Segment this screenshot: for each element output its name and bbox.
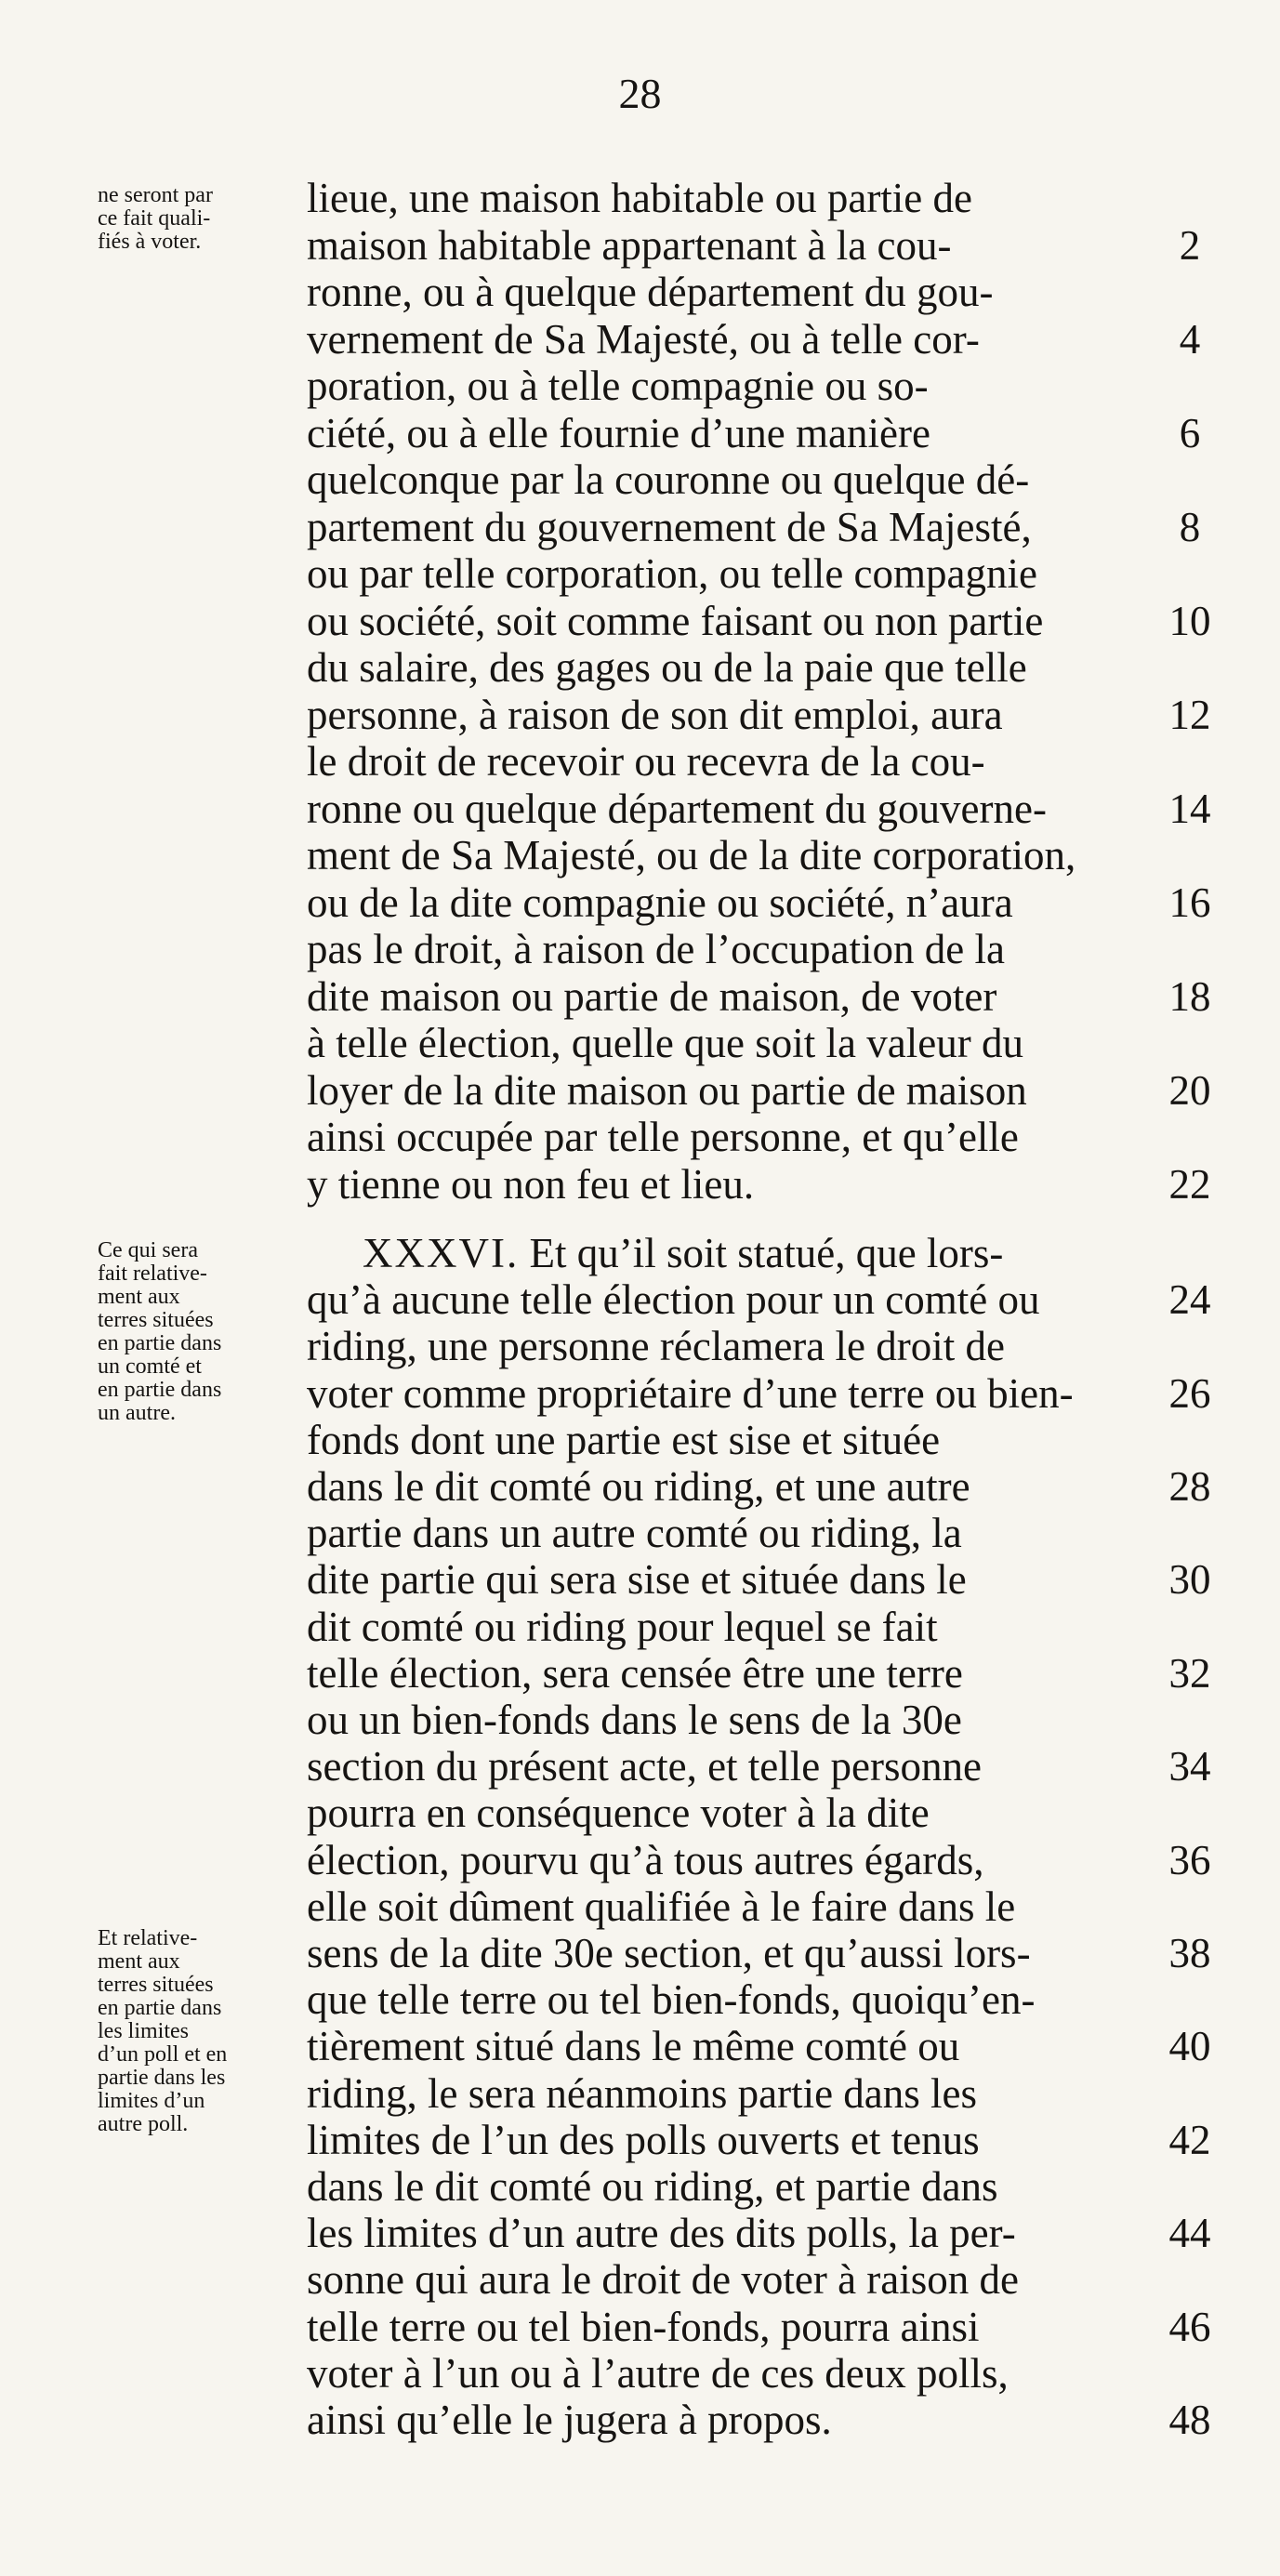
margin-note-line: autre poll. <box>98 2112 189 2136</box>
line-number: 2 <box>1179 221 1201 269</box>
margin-note-line: limites d’un <box>98 2089 205 2113</box>
text-line: telle élection, sera censée être une terre <box>307 1649 963 1697</box>
text-line: limites de l’un des polls ouverts et tenus <box>307 2116 980 2163</box>
text-line: vernement de Sa Majesté, ou à telle cor- <box>307 315 980 363</box>
line-number: 20 <box>1168 1066 1211 1114</box>
line-number: 16 <box>1168 878 1211 926</box>
text-line: dans le dit comté ou riding, et une autre <box>307 1463 970 1510</box>
text-line: ou société, soit comme faisant ou non partie <box>307 597 1044 644</box>
text-line: dite partie qui sera sise et située dans le <box>307 1556 967 1604</box>
text-line: à telle élection, quelle que soit la valeur du <box>307 1020 1023 1066</box>
text-line: qu’à aucune telle élection pour un comté ou <box>307 1276 1040 1324</box>
margin-note-line: en partie dans <box>98 1996 222 2020</box>
line-number: 36 <box>1168 1836 1211 1883</box>
text-line: quelconque par la couronne ou quelque dé- <box>307 456 1030 503</box>
line-number: 32 <box>1168 1649 1211 1697</box>
margin-note-line: les limites <box>98 2019 189 2043</box>
margin-note-line: ne seront par <box>98 183 213 207</box>
text-line: dit comté ou riding pour lequel se fait <box>307 1603 938 1650</box>
text-line: voter comme propriétaire d’une terre ou bien- <box>307 1369 1074 1417</box>
margin-note-line: terres situées <box>98 1973 214 1997</box>
text-line: ronne ou quelque département du gouverne- <box>307 785 1047 832</box>
text-line: partement du gouvernement de Sa Majesté, <box>307 503 1032 550</box>
text-line: ainsi occupée par telle personne, et qu’elle <box>307 1114 1019 1160</box>
margin-note-line: partie dans les <box>98 2066 226 2090</box>
text-line: riding, le sera néanmoins partie dans les <box>307 2069 978 2117</box>
line-number: 28 <box>1168 1463 1211 1510</box>
line-number: 8 <box>1179 503 1201 550</box>
line-number: 10 <box>1168 597 1211 644</box>
line-number: 38 <box>1168 1930 1211 1976</box>
text-line: sonne qui aura le droit de voter à raison de <box>307 2256 1019 2304</box>
margin-note-line: ce fait quali- <box>98 206 211 231</box>
page-number: 28 <box>618 70 662 117</box>
margin-note-line: en partie dans <box>98 1378 222 1402</box>
text-line: personne, à raison de son dit emploi, aura <box>307 691 1003 738</box>
margin-note-line: Et relative- <box>98 1926 198 1950</box>
margin-note-line: fiés à voter. <box>98 230 202 254</box>
text-line: ainsi qu’elle le jugera à propos. <box>307 2397 832 2443</box>
line-number: 40 <box>1168 2023 1211 2070</box>
margin-note-line: un autre. <box>98 1401 176 1425</box>
line-number: 4 <box>1179 315 1201 363</box>
text-line: riding, une personne réclamera le droit de <box>307 1323 1005 1370</box>
text-line-content: Et qu’il soit statué, que lors- <box>529 1230 1004 1276</box>
text-line: ou de la dite compagnie ou société, n’aura <box>307 878 1013 926</box>
margin-note-line: d’un poll et en <box>98 2042 228 2067</box>
margin-note-line: ment aux <box>98 1285 180 1309</box>
margin-note-1 <box>98 184 297 254</box>
line-number: 14 <box>1168 785 1211 832</box>
line-number: 46 <box>1168 2303 1211 2350</box>
margin-note-line: terres situées <box>98 1308 214 1332</box>
line-number: 12 <box>1168 691 1211 738</box>
text-line: poration, ou à telle compagnie ou so- <box>307 363 929 409</box>
line-number: 24 <box>1168 1276 1211 1324</box>
text-line <box>363 1230 1003 1276</box>
line-number: 26 <box>1168 1369 1211 1417</box>
text-line: ciété, ou à elle fournie d’une manière <box>307 409 930 456</box>
text-line: voter à l’un ou à l’autre de ces deux polls, <box>307 2349 1009 2397</box>
section-heading: XXXVI. <box>363 1230 520 1276</box>
text-line: pourra en conséquence voter à la dite <box>307 1790 930 1837</box>
text-line: ou par telle corporation, ou telle compagnie <box>307 550 1037 597</box>
line-number: 18 <box>1168 972 1211 1020</box>
line-number: 42 <box>1168 2116 1211 2163</box>
text-line: ronne, ou à quelque département du gou- <box>307 269 994 315</box>
line-number: 48 <box>1168 2397 1211 2443</box>
text-line: ment de Sa Majesté, ou de la dite corporation, <box>307 832 1076 878</box>
text-line: élection, pourvu qu’à tous autres égards, <box>307 1836 984 1883</box>
margin-note-line: ment aux <box>98 1949 180 1974</box>
margin-note-2 <box>98 1239 297 1425</box>
text-line: lieue, une maison habitable ou partie de <box>307 175 973 221</box>
margin-note-line: fait relative- <box>98 1262 207 1286</box>
text-line: y tienne ou non feu et lieu. <box>307 1160 755 1208</box>
margin-note-3 <box>98 1927 297 2136</box>
text-line: sens de la dite 30e section, et qu’aussi lors- <box>307 1930 1031 1976</box>
text-line: pas le droit, à raison de l’occupation de la <box>307 926 1005 972</box>
text-line: telle terre ou tel bien-fonds, pourra ainsi <box>307 2303 980 2350</box>
text-line: que telle terre ou tel bien-fonds, quoiqu’en- <box>307 1976 1036 2024</box>
text-line: les limites d’un autre des dits polls, la per- <box>307 2210 1016 2257</box>
margin-note-line: en partie dans <box>98 1331 222 1355</box>
text-line: ou un bien-fonds dans le sens de la 30e <box>307 1697 962 1743</box>
text-line: maison habitable appartenant à la cou- <box>307 221 952 269</box>
line-number: 34 <box>1168 1743 1211 1790</box>
text-line: du salaire, des gages ou de la paie que telle <box>307 644 1027 691</box>
text-line: loyer de la dite maison ou partie de maison <box>307 1066 1027 1114</box>
text-line: dite maison ou partie de maison, de voter <box>307 972 997 1020</box>
margin-note-line: un comté et <box>98 1354 202 1379</box>
line-number: 30 <box>1168 1556 1211 1604</box>
text-line: tièrement situé dans le même comté ou <box>307 2023 960 2070</box>
text-line: partie dans un autre comté ou riding, la <box>307 1510 962 1557</box>
line-number: 6 <box>1179 409 1201 456</box>
text-line: section du présent acte, et telle personne <box>307 1743 982 1790</box>
text-line: dans le dit comté ou riding, et partie dans <box>307 2163 998 2210</box>
text-line: elle soit dûment qualifiée à le faire dans le <box>307 1882 1016 1930</box>
line-number: 44 <box>1168 2210 1211 2257</box>
text-line: fonds dont une partie est sise et située <box>307 1416 941 1463</box>
text-line: le droit de recevoir ou recevra de la cou- <box>307 738 985 785</box>
margin-note-line: Ce qui sera <box>98 1238 198 1262</box>
line-number: 22 <box>1168 1160 1211 1208</box>
